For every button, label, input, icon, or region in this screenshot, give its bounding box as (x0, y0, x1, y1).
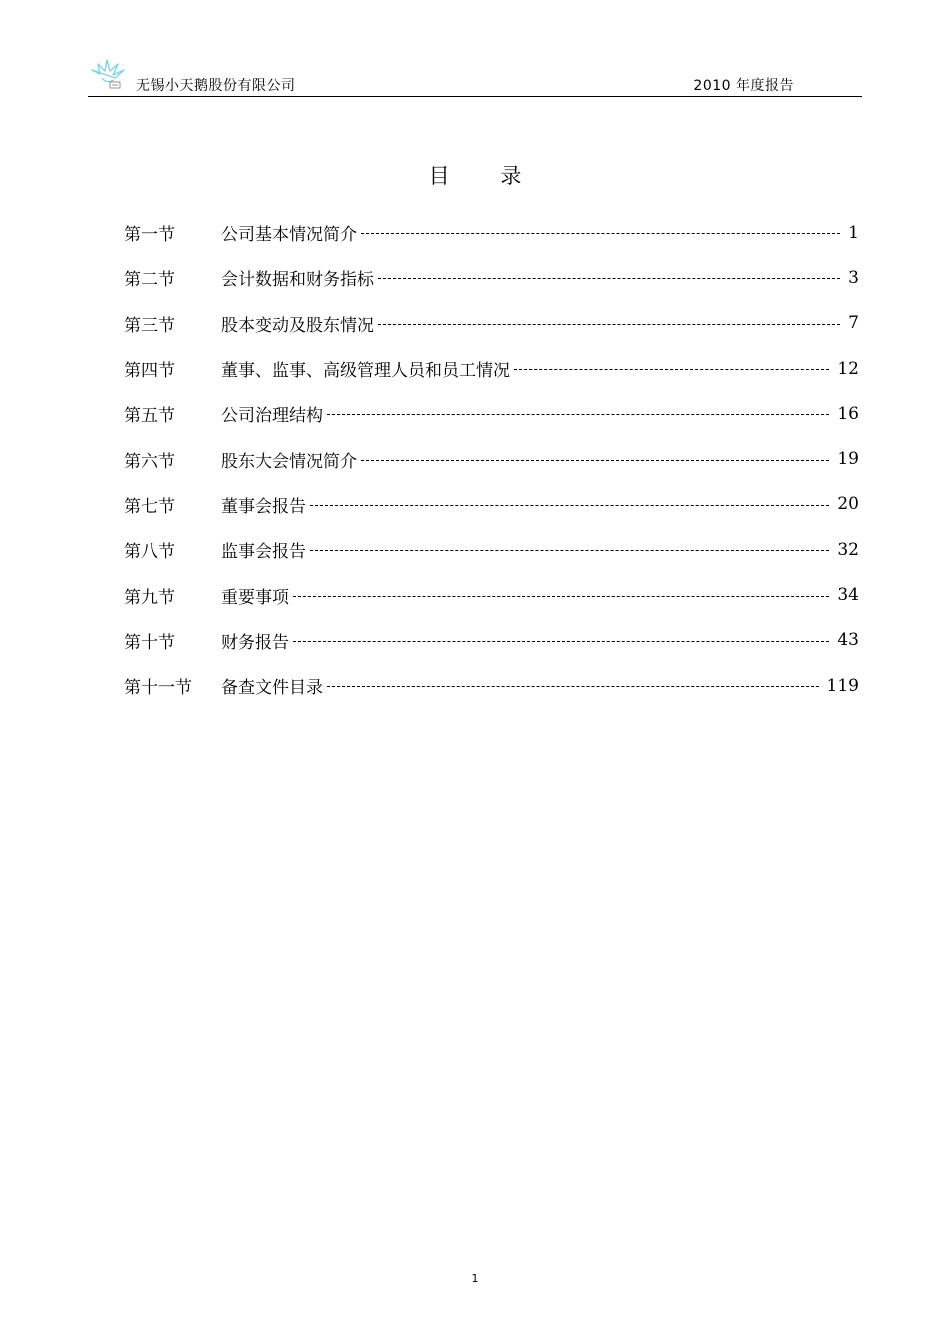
toc-dash-leader (327, 686, 819, 687)
toc-section-title: 董事会报告 (221, 496, 306, 517)
toc-entry[interactable] (124, 663, 859, 708)
toc-entry[interactable] (124, 255, 859, 300)
toc-page-number: 7 (848, 313, 859, 334)
toc-section-number: 第七节 (124, 496, 175, 517)
toc-entry[interactable] (124, 391, 859, 436)
toc-page-number: 32 (837, 539, 859, 560)
toc-dash-leader (378, 278, 840, 279)
table-of-contents (124, 210, 859, 708)
toc-page-number: 19 (837, 449, 859, 470)
toc-section-number: 第九节 (124, 587, 175, 608)
toc-section-title: 公司基本情况简介 (221, 225, 357, 246)
toc-page-number: 1 (848, 222, 859, 243)
toc-page-number: 3 (848, 267, 859, 288)
toc-dash-leader (514, 369, 829, 370)
toc-page-number: 12 (837, 358, 859, 379)
toc-entry[interactable] (124, 436, 859, 481)
toc-page-number: 20 (837, 494, 859, 515)
report-title: 2010 年度报告 (693, 78, 794, 94)
toc-section-number: 第十节 (124, 632, 175, 653)
toc-page-number: 43 (837, 630, 859, 651)
toc-section-title: 监事会报告 (221, 542, 306, 563)
swan-logo-icon (88, 56, 132, 92)
company-name: 无锡小天鹅股份有限公司 (136, 78, 296, 94)
toc-page-number: 34 (837, 585, 859, 606)
page-number: 1 (471, 1272, 479, 1285)
toc-entry[interactable] (124, 572, 859, 617)
toc-dash-leader (293, 596, 829, 597)
toc-page-number: 119 (826, 675, 859, 696)
toc-page-number: 16 (837, 403, 859, 424)
toc-section-title: 董事、监事、高级管理人员和员工情况 (221, 361, 510, 382)
toc-dash-leader (293, 641, 829, 642)
toc-dash-leader (310, 505, 829, 506)
toc-section-number: 第一节 (124, 225, 175, 246)
page-header (88, 56, 862, 97)
toc-entry[interactable] (124, 301, 859, 346)
toc-section-title: 股东大会情况简介 (221, 451, 357, 472)
toc-section-number: 第十一节 (124, 678, 192, 699)
toc-section-title: 会计数据和财务指标 (221, 270, 374, 291)
toc-dash-leader (378, 324, 840, 325)
toc-section-title: 重要事项 (221, 587, 289, 608)
toc-section-title: 股本变动及股东情况 (221, 315, 374, 336)
toc-section-number: 第八节 (124, 542, 175, 563)
toc-entry[interactable] (124, 527, 859, 572)
toc-entry[interactable] (124, 210, 859, 255)
toc-section-title: 备查文件目录 (221, 678, 323, 699)
toc-dash-leader (361, 460, 829, 461)
toc-section-number: 第五节 (124, 406, 175, 427)
toc-section-number: 第六节 (124, 451, 175, 472)
toc-section-title: 财务报告 (221, 632, 289, 653)
toc-entry[interactable] (124, 482, 859, 527)
toc-section-number: 第三节 (124, 315, 175, 336)
toc-title: 目 录 (428, 164, 544, 188)
toc-dash-leader (361, 233, 840, 234)
toc-entry[interactable] (124, 618, 859, 663)
toc-section-title: 公司治理结构 (221, 406, 323, 427)
toc-section-number: 第四节 (124, 361, 175, 382)
toc-section-number: 第二节 (124, 270, 175, 291)
toc-entry[interactable] (124, 346, 859, 391)
toc-dash-leader (310, 550, 829, 551)
toc-dash-leader (327, 414, 829, 415)
